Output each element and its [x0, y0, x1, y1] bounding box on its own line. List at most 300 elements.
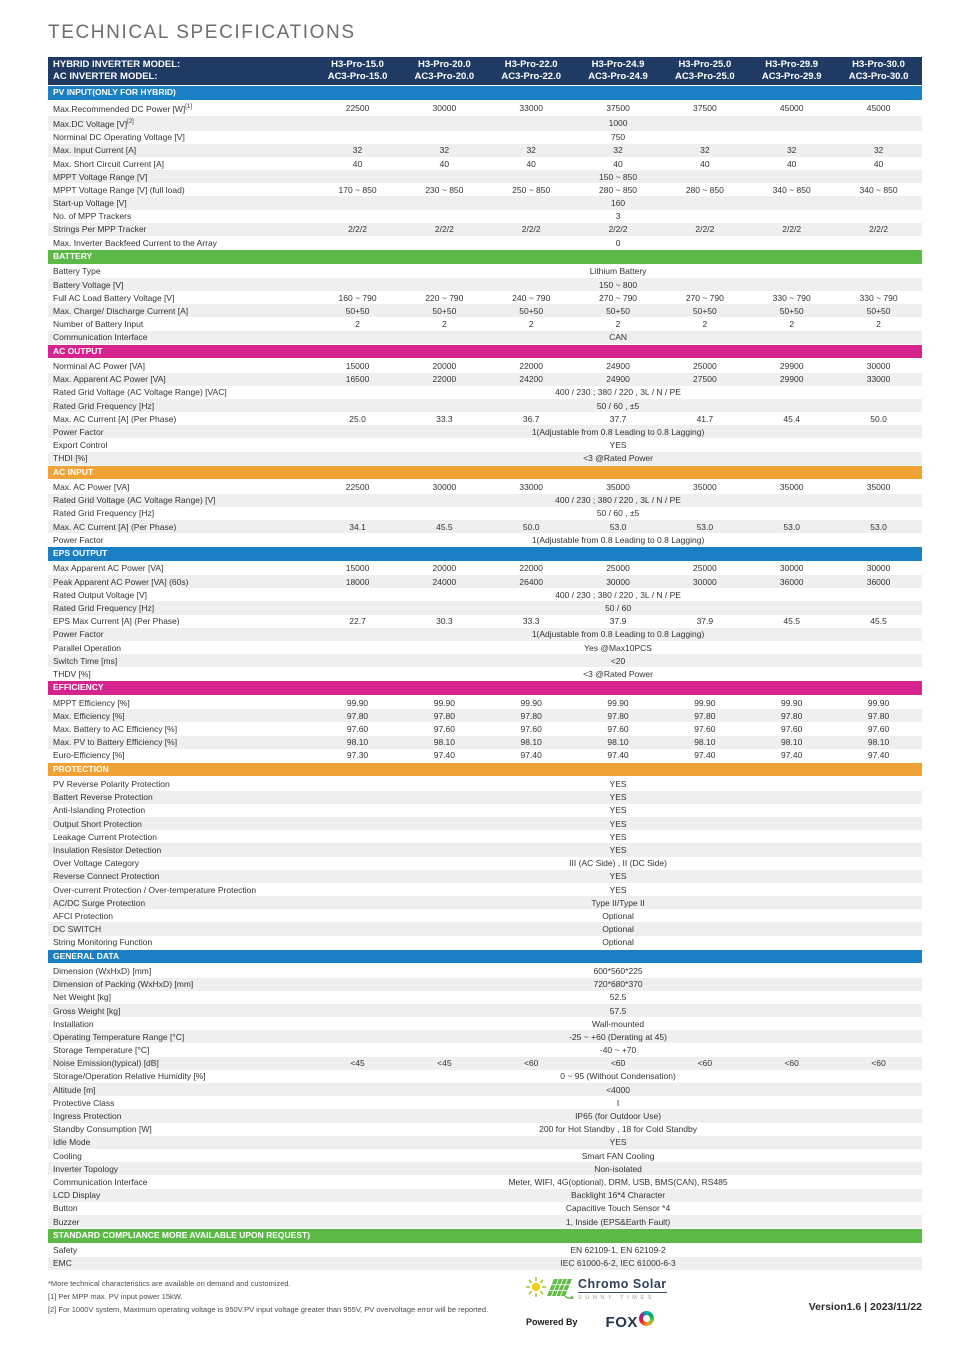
row-label: String Monitoring Function [53, 937, 153, 948]
row-label: Rated Grid Voltage (AC Voltage Range) [V] [48, 494, 314, 507]
page-footer [48, 1275, 922, 1349]
spec-value: 45.5 [870, 616, 887, 627]
spec-value: 98.10 [661, 736, 748, 749]
spec-value: 50+50 [575, 304, 662, 317]
spec-value: 2 [876, 319, 881, 330]
spec-span-value: 160 [314, 196, 922, 209]
spec-span-value: <3 @Rated Power [314, 452, 922, 466]
spec-value: 97.40 [607, 750, 629, 761]
footnote-line: [2] For 1000V system, Maximum operating voltage is 950V.PV input voltage greater than 955V, PV overvoltage error will be reported. [48, 1304, 489, 1314]
spec-row [48, 1243, 922, 1257]
solar-panel-icon [546, 1277, 574, 1306]
row-label: MPPT Voltage Range [V] (full load) [53, 184, 185, 195]
spec-row [48, 857, 922, 870]
spec-span-value: Lithium Battery [589, 266, 647, 277]
spec-row [48, 588, 922, 601]
spec-value: 32 [661, 144, 748, 157]
footnote-ref: [1] [185, 104, 192, 111]
spec-value: 250 ~ 850 [512, 184, 551, 195]
spec-row [48, 533, 922, 547]
ac-model-name: AC3-Pro-20.0 [414, 70, 475, 82]
spec-value: 97.80 [575, 709, 662, 722]
spec-span-value: Backlight 16*4 Character [314, 1189, 922, 1202]
row-label: Button [53, 1203, 78, 1214]
spec-span-value: 0 [615, 237, 621, 248]
spec-row [48, 317, 922, 330]
row-label: Rated Grid Frequency [Hz] [53, 508, 155, 519]
spec-value: 32 [835, 144, 922, 157]
spec-row [48, 1083, 922, 1096]
spec-value: 29900 [779, 360, 804, 371]
ac-model-name: AC3-Pro-30.0 [848, 70, 909, 82]
spec-value: 240 ~ 790 [512, 292, 551, 303]
row-label: Max. Apparent AC Power [VA] [48, 373, 314, 386]
row-label: Max.Recommended DC Power [W][1] [53, 103, 192, 114]
spec-span-value: Optional [314, 922, 922, 935]
spec-span-value: -40 ~ +70 [599, 1045, 637, 1056]
spec-value: 220 ~ 790 [425, 292, 464, 303]
spec-value: 24900 [575, 373, 662, 386]
spec-row [48, 278, 922, 291]
spec-value: 97.40 [867, 750, 890, 761]
row-label: Number of Battery Input [53, 319, 144, 330]
spec-value: 26400 [488, 575, 575, 588]
spec-span-value: -25 ~ +60 (Derating at 45) [314, 1030, 922, 1043]
spec-value: 2 [355, 319, 360, 330]
row-label: Battery Voltage [V] [48, 278, 314, 291]
hybrid-model-name: H3-Pro-25.0 [678, 59, 732, 70]
spec-row [48, 157, 922, 170]
spec-span-value: YES [609, 805, 627, 816]
spec-value: 33.3 [522, 616, 540, 627]
spec-value: <60 [575, 1057, 662, 1070]
spec-value: 2/2/2 [835, 223, 922, 236]
spec-row [48, 1123, 922, 1136]
row-label: Max. Battery to AC Efficiency [%] [53, 723, 178, 734]
ac-model-name: AC3-Pro-22.0 [501, 70, 562, 82]
spec-value: 97.80 [748, 709, 835, 722]
spec-value: 35000 [693, 481, 717, 492]
spec-value: 37.9 [696, 616, 714, 627]
spec-value: 40 [439, 158, 450, 169]
spec-value: 2/2/2 [488, 223, 575, 236]
spec-value: 50+50 [835, 304, 922, 317]
model-column-header [488, 57, 575, 86]
spec-span-value: YES [609, 779, 627, 789]
spec-row [48, 736, 922, 749]
spec-value: 25000 [693, 563, 717, 574]
spec-value: 45.5 [401, 520, 488, 533]
spec-span-value: YES [314, 791, 922, 804]
spec-span-value: I [616, 1097, 620, 1108]
spec-row [48, 843, 922, 856]
spec-span-value: 1000 [314, 116, 922, 131]
spec-value: 16500 [314, 373, 401, 386]
ac-model-label: AC INVERTER MODEL: [53, 70, 158, 82]
row-label: Rated Output Voltage [V] [53, 589, 148, 600]
spec-span-value: Meter, WIFI, 4G(optional), DRM, USB, BMS(CAN), RS485 [508, 1176, 728, 1187]
sun-icon [526, 1277, 546, 1304]
row-label: Output Short Protection [48, 817, 314, 830]
spec-span-value: 57.5 [314, 1004, 922, 1017]
brand-logo [526, 1277, 686, 1331]
model-column-header [401, 57, 488, 86]
row-label: Reverse Connect Protection [48, 870, 314, 883]
spec-value: 97.60 [346, 723, 369, 734]
spec-value: 50+50 [748, 304, 835, 317]
spec-row [48, 615, 922, 628]
footnote-ref: [2] [127, 119, 134, 126]
spec-value: 33.3 [436, 413, 453, 424]
spec-row [48, 817, 922, 830]
spec-row [48, 264, 922, 278]
row-label: Leakage Current Protection [53, 831, 157, 842]
spec-span-value: 400 / 230 ; 380 / 220 , 3L / N / PE [314, 494, 922, 507]
row-label: Max. AC Power [VA] [53, 481, 130, 492]
spec-span-value: YES [314, 1136, 922, 1149]
spec-span-value: 400 / 230 ; 380 / 220 , 3L / N / PE [555, 589, 681, 600]
spec-value: 25.0 [349, 413, 366, 424]
row-label: Safety [53, 1245, 78, 1256]
spec-row [48, 1004, 922, 1017]
section-title: PROTECTION [48, 762, 922, 777]
section-title: STANDARD COMPLIANCE MORE AVAILABLE UPON REQUEST) [48, 1229, 922, 1244]
spec-value: 22.7 [349, 616, 366, 627]
spec-value: 34.1 [314, 520, 401, 533]
row-label: Gross Weight [kg] [48, 1004, 314, 1017]
spec-value: 97.40 [520, 750, 542, 761]
spec-row [48, 1109, 922, 1122]
model-column-header [661, 57, 748, 86]
spec-row [48, 575, 922, 588]
spec-row [48, 1175, 922, 1188]
spec-value: <45 [401, 1057, 488, 1070]
spec-value: 280 ~ 850 [598, 184, 638, 195]
section-header-row [48, 762, 922, 777]
model-column-header [835, 57, 922, 86]
row-label: No. of MPP Trackers [53, 211, 132, 222]
row-label: Protective Class [53, 1097, 115, 1108]
row-label: THDI [%] [48, 452, 314, 466]
ac-model-name: AC3-Pro-15.0 [327, 70, 388, 82]
row-label: Inverter Topology [48, 1162, 314, 1175]
spec-value: 45.5 [783, 616, 800, 627]
spec-row [48, 1189, 922, 1202]
spec-span-value: Type II/Type II [314, 896, 922, 909]
spec-span-value: Optional [602, 937, 634, 948]
spec-span-value: 50 / 60 , ±5 [314, 399, 922, 412]
spec-value: 97.30 [346, 750, 369, 761]
spec-row [48, 331, 922, 345]
model-column-header [314, 57, 401, 86]
spec-span-value: 1(Adjustable from 0.8 Leading to 0.8 Lagging) [531, 534, 705, 545]
spec-value: 99.90 [520, 697, 542, 708]
spec-value: 35000 [606, 481, 630, 492]
row-label: Battert Reverse Protection [48, 791, 314, 804]
spec-span-value: 50 / 60 [314, 601, 922, 614]
spec-span-value: YES [609, 440, 627, 451]
spec-value: 24000 [401, 575, 488, 588]
spec-row [48, 1202, 922, 1215]
spec-value: 99.90 [433, 697, 455, 708]
spec-span-value: 600*560*225 [593, 965, 643, 976]
model-header-row [48, 57, 922, 86]
row-label: Power Factor [48, 425, 314, 438]
spec-row [48, 196, 922, 209]
row-label: Switch Time [ms] [48, 654, 314, 667]
spec-span-value: 400 / 230 ; 380 / 220 , 3L / N / PE [555, 387, 681, 398]
spec-row [48, 236, 922, 250]
row-label: Max. Charge/ Discharge Current [A] [48, 304, 314, 317]
hybrid-model-label: HYBRID INVERTER MODEL: [53, 59, 181, 70]
spec-row [48, 749, 922, 763]
spec-row [48, 1043, 922, 1056]
row-label: Standby Consumption [W] [53, 1124, 152, 1135]
spec-span-value: Capacitive Touch Sensor *4 [565, 1203, 671, 1214]
spec-row [48, 1162, 922, 1175]
page-title: TECHNICAL SPECIFICATIONS [48, 22, 356, 43]
spec-value: 330 ~ 790 [859, 292, 898, 303]
row-label: Installation [53, 1018, 94, 1029]
spec-row [48, 1149, 922, 1162]
spec-value: 97.60 [607, 723, 629, 734]
spec-span-value: 150 ~ 800 [314, 278, 922, 291]
spec-value: 35000 [779, 481, 804, 492]
spec-row [48, 223, 922, 236]
spec-span-value: YES [314, 870, 922, 883]
row-label: Max.DC Voltage [V][2] [48, 116, 314, 131]
row-label: Max. AC Current [A] (Per Phase) [53, 413, 177, 424]
spec-value: 33000 [519, 103, 544, 113]
spec-value: 40 [613, 158, 623, 169]
spec-value: 230 ~ 850 [425, 184, 464, 195]
footnote-line: *More technical characteristics are available on demand and customized. [48, 1278, 291, 1288]
row-label: Cooling [53, 1150, 82, 1161]
row-label: Buzzer [48, 1215, 314, 1229]
row-label: Communication Interface [53, 1176, 148, 1187]
spec-value: 40 [873, 158, 884, 169]
spec-span-value: YES [609, 884, 627, 895]
row-label: Rated Grid Voltage (AC Voltage Range) [VAC] [53, 387, 227, 398]
spec-row [48, 964, 922, 978]
spec-row [48, 210, 922, 223]
row-label: AFCI Protection [53, 910, 113, 921]
row-label: Operating Temperature Range [°C] [48, 1030, 314, 1043]
spec-value: 24900 [606, 360, 630, 371]
spec-value: 330 ~ 790 [772, 292, 811, 303]
spec-row [48, 1136, 922, 1149]
hybrid-model-name: H3-Pro-22.0 [504, 59, 558, 70]
spec-span-value: 750 [610, 132, 626, 143]
spec-value: 2/2/2 [314, 223, 401, 236]
spec-value: 37.9 [609, 616, 627, 627]
spec-row [48, 131, 922, 144]
spec-value: 30000 [866, 563, 891, 574]
spec-value: 340 ~ 850 [772, 184, 811, 195]
spec-value: 97.40 [433, 750, 455, 761]
spec-value: 270 ~ 790 [685, 292, 724, 303]
spec-row [48, 870, 922, 883]
spec-row [48, 667, 922, 681]
row-label: Rated Grid Frequency [Hz] [48, 601, 314, 614]
spec-value: 45.4 [783, 413, 800, 424]
spec-value: 53.0 [748, 520, 835, 533]
spec-row [48, 1215, 922, 1229]
spec-value: 97.80 [314, 709, 401, 722]
row-label: Storage/Operation Relative Humidity [%] [53, 1071, 206, 1082]
row-label: Dimension of Packing (WxHxD) [mm] [48, 978, 314, 991]
spec-row [48, 100, 922, 116]
spec-row [48, 1017, 922, 1030]
spec-row [48, 291, 922, 304]
spec-value: 98.10 [488, 736, 575, 749]
row-label: MPPT Efficiency [%] [53, 697, 130, 708]
spec-row [48, 520, 922, 533]
fox-logo [606, 1314, 654, 1331]
spec-value: 50+50 [401, 304, 488, 317]
spec-value: 97.40 [781, 750, 803, 761]
section-title: PV INPUT(ONLY FOR HYBRID) [48, 86, 922, 101]
spec-span-value: CAN [314, 331, 922, 345]
row-label: Anti-Islanding Protection [53, 805, 146, 816]
section-title: BATTERY [48, 250, 922, 265]
row-label: Max. Efficiency [%] [48, 709, 314, 722]
section-header-row [48, 681, 922, 696]
spec-value: 32 [488, 144, 575, 157]
row-label: Full AC Load Battery Voltage [V] [53, 292, 175, 303]
spec-span-value: YES [609, 831, 627, 842]
spec-value: 36000 [835, 575, 922, 588]
spec-value: 50+50 [314, 304, 401, 317]
spec-span-value: III (AC Side) , II (DC Side) [569, 858, 667, 869]
fox-wordmark: FOX [605, 1313, 638, 1331]
spec-row [48, 144, 922, 157]
row-label: DC SWITCH [48, 922, 314, 935]
spec-value: 30000 [661, 575, 748, 588]
spec-value: 97.60 [781, 723, 803, 734]
spec-value: 41.7 [696, 413, 714, 424]
row-label: Power Factor [53, 534, 104, 545]
ac-model-name: AC3-Pro-24.9 [588, 70, 648, 82]
spec-value: 22000 [519, 563, 544, 574]
spec-value: 30000 [866, 360, 891, 371]
row-label: Export Control [53, 440, 108, 451]
spec-span-value: 0 ~ 95 (Without Condensation) [560, 1071, 676, 1082]
spec-value: 53.0 [575, 520, 662, 533]
spec-value: 45000 [779, 103, 804, 113]
spec-row [48, 922, 922, 935]
row-label: AC/DC Surge Protection [48, 896, 314, 909]
row-label: Max. Short Circuit Current [A] [53, 158, 165, 169]
spec-row [48, 830, 922, 843]
model-header [48, 57, 922, 86]
spec-span-value: 50 / 60 , ±5 [596, 508, 640, 519]
spec-value: 30000 [779, 563, 804, 574]
spec-span-value: Wall-mounted [592, 1018, 645, 1029]
row-label: Over Voltage Category [53, 858, 139, 869]
spec-row [48, 936, 922, 950]
spec-value: 2 [442, 319, 447, 330]
brand-name: Chromo Solar [578, 1276, 667, 1291]
spec-row [48, 791, 922, 804]
spec-value: 20000 [432, 563, 457, 574]
spec-value: 27500 [661, 373, 748, 386]
spec-value: 36000 [748, 575, 835, 588]
spec-value: 170 ~ 850 [338, 184, 377, 195]
spec-value: 22500 [345, 481, 370, 492]
spec-value: 32 [575, 144, 662, 157]
spec-row [48, 896, 922, 909]
spec-value: 22000 [519, 360, 544, 371]
spec-span-value: IEC 61000-6-2, IEC 61000-6-3 [314, 1257, 922, 1270]
spec-value: 97.80 [835, 709, 922, 722]
spec-value: 40 [700, 158, 710, 169]
spec-row [48, 373, 922, 386]
spec-span-value: 720*680*370 [314, 978, 922, 991]
row-label: Altitude [m] [48, 1083, 314, 1096]
spec-value: 40 [786, 158, 797, 169]
section-header-row [48, 1229, 922, 1244]
model-column-header [748, 57, 835, 86]
spec-value: 2 [615, 319, 621, 330]
section-header-row [48, 86, 922, 101]
fox-ring-icon [639, 1311, 654, 1326]
row-label: Start-up Voltage [V] [48, 196, 314, 209]
spec-value: 33000 [835, 373, 922, 386]
footnotes [48, 1277, 518, 1316]
brand-text [578, 1277, 667, 1301]
spec-row [48, 480, 922, 494]
row-label: Battery Type [53, 266, 101, 277]
section-header-row [48, 250, 922, 265]
row-label: Norminal AC Power [VA] [53, 360, 145, 371]
spec-span-value: YES [314, 817, 922, 830]
spec-value: 20000 [432, 360, 457, 371]
spec-value: 2/2/2 [748, 223, 835, 236]
brand-tagline: SUNNY TIMES [578, 1294, 655, 1301]
spec-span-value: 3 [615, 211, 621, 222]
row-label: THDV [%] [53, 668, 91, 679]
spec-value: 15000 [345, 360, 370, 371]
spec-value: 33000 [519, 481, 544, 492]
ac-model-name: AC3-Pro-29.9 [761, 70, 822, 82]
row-label: Max Apparent AC Power [VA] [53, 563, 164, 574]
spec-row [48, 399, 922, 412]
row-label: Max. PV to Battery Efficiency [%] [48, 736, 314, 749]
spec-row [48, 304, 922, 317]
spec-span-value: 150 ~ 850 [314, 170, 922, 183]
spec-value: 97.60 [867, 723, 890, 734]
spec-row [48, 777, 922, 791]
spec-value: 30000 [575, 575, 662, 588]
spec-value: 35000 [866, 481, 891, 492]
spec-row [48, 561, 922, 575]
spec-value: 97.80 [488, 709, 575, 722]
spec-value: 15000 [345, 563, 370, 574]
model-header-label [48, 57, 314, 86]
spec-value: 37500 [693, 103, 717, 113]
spec-span-value: 1, Inside (EPS&Earth Fault) [314, 1215, 922, 1229]
row-label: Idle Mode [48, 1136, 314, 1149]
spec-value: 32 [401, 144, 488, 157]
spec-value: 99.90 [781, 697, 803, 708]
spec-value: 37500 [606, 103, 630, 113]
spec-value: 30.3 [436, 616, 453, 627]
hybrid-model-name: H3-Pro-20.0 [417, 59, 471, 70]
hybrid-model-name: H3-Pro-15.0 [331, 59, 384, 70]
spec-value: 50.0 [870, 413, 887, 424]
spec-value: 53.0 [661, 520, 748, 533]
